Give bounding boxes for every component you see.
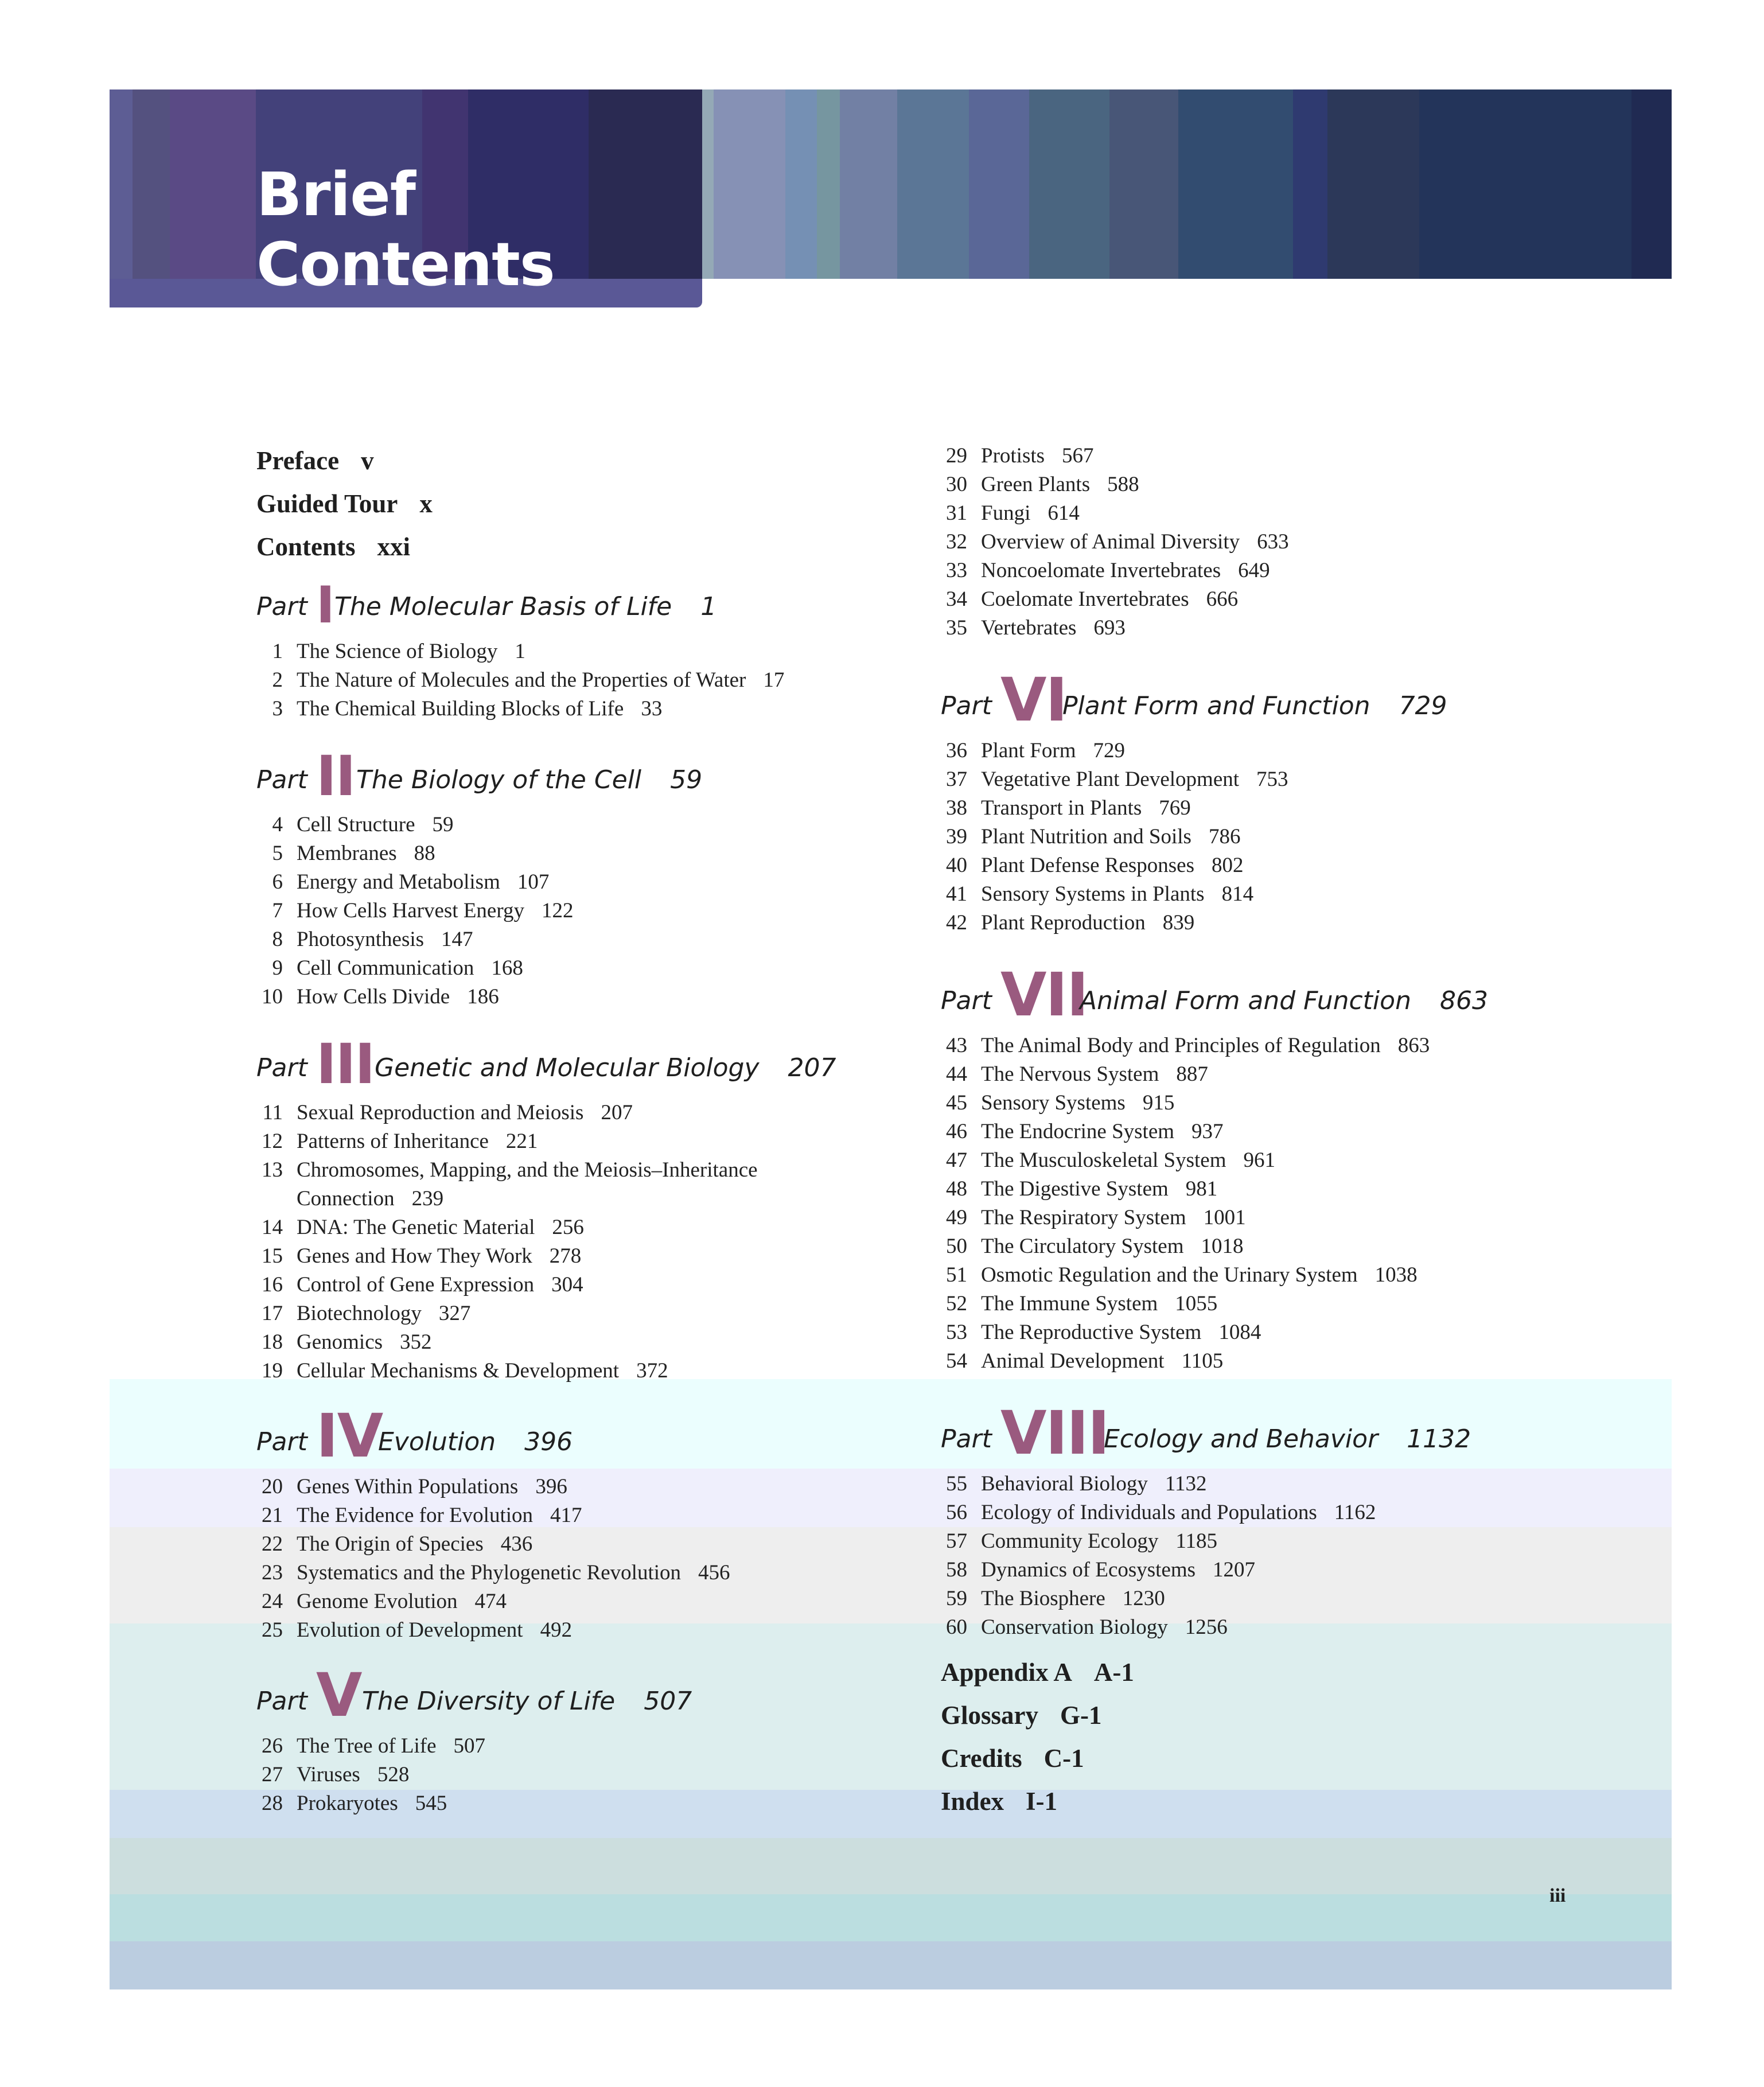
chapter-number: 25 <box>262 1618 283 1642</box>
chapter-number: 48 <box>946 1177 967 1201</box>
chapter-title: Genes Within Populations 396 <box>297 1475 567 1498</box>
chapter-page: 396 <box>535 1475 567 1498</box>
chapter-title: Photosynthesis 147 <box>297 928 473 951</box>
chapter-number: 3 <box>272 697 283 721</box>
chapter-title: The Evidence for Evolution 417 <box>297 1504 582 1527</box>
back-matter-item[interactable]: Credits C-1 <box>941 1744 1084 1773</box>
chapter-entry[interactable] <box>256 954 859 983</box>
chapter-page: 1 <box>515 640 525 663</box>
chapter-entry[interactable] <box>941 737 1601 765</box>
chapter-title: The Endocrine System 937 <box>981 1120 1224 1143</box>
chapter-title: The Respiratory System 1001 <box>981 1206 1246 1229</box>
chapter-number: 41 <box>946 882 967 906</box>
chapter-title: The Animal Body and Principles of Regulation 863 <box>981 1034 1430 1057</box>
chapter-title: Cellular Mechanisms & Development 372 <box>297 1359 668 1383</box>
chapter-number: 22 <box>262 1532 283 1556</box>
part-page: 507 <box>644 1687 692 1716</box>
chapter-page: 729 <box>1093 739 1125 762</box>
chapter-entry[interactable] <box>941 1318 1601 1347</box>
chapter-title: Genome Evolution 474 <box>297 1590 507 1613</box>
page-folio: iii <box>1549 1885 1566 1906</box>
right-column <box>941 442 1601 1823</box>
chapter-number: 16 <box>262 1273 283 1296</box>
part-title: The Biology of the Cell 59 <box>356 765 703 795</box>
chapter-entry[interactable] <box>256 925 859 954</box>
part-word: Part <box>256 1053 307 1083</box>
chapter-number: 36 <box>946 739 967 762</box>
chapter-title: Animal Development 1105 <box>981 1349 1224 1373</box>
chapter-entry[interactable] <box>256 1213 859 1242</box>
part-roman-numeral: IV <box>316 1401 383 1471</box>
chapter-page: 352 <box>400 1330 432 1354</box>
chapter-number: 18 <box>262 1330 283 1354</box>
chapter-title: Noncoelomate Invertebrates 649 <box>981 559 1270 582</box>
part-title: Genetic and Molecular Biology 207 <box>375 1053 836 1083</box>
chapter-entry[interactable] <box>941 470 1601 499</box>
chapter-page: 839 <box>1162 911 1195 935</box>
part-page: 59 <box>670 765 703 795</box>
chapter-page: 186 <box>467 985 499 1009</box>
chapter-page: 1018 <box>1201 1235 1244 1258</box>
chapter-title: Vertebrates 693 <box>981 616 1126 640</box>
chapter-page: 545 <box>415 1792 447 1815</box>
chapter-title: Systematics and the Phylogenetic Revolution 456 <box>297 1561 730 1584</box>
part-heading[interactable] <box>941 1398 1601 1468</box>
chapter-entry[interactable] <box>256 1357 859 1385</box>
chapter-title: Chromosomes, Mapping, and the Meiosis–Inheritance Connection 239 <box>297 1158 758 1210</box>
chapter-number: 7 <box>272 899 283 922</box>
back-matter-item[interactable]: Index I-1 <box>941 1787 1058 1816</box>
chapter-page: 887 <box>1176 1062 1208 1086</box>
part-heading[interactable] <box>256 1401 859 1471</box>
chapter-number: 52 <box>946 1292 967 1315</box>
chapter-number: 47 <box>946 1148 967 1172</box>
chapter-title: Patterns of Inheritance 221 <box>297 1130 538 1153</box>
part-heading[interactable] <box>941 960 1601 1030</box>
chapter-entry[interactable] <box>256 839 859 868</box>
front-matter-item[interactable]: Contents xxi <box>256 532 411 561</box>
chapter-entry[interactable] <box>256 1156 859 1213</box>
chapter-title: Fungi 614 <box>981 501 1080 525</box>
chapter-page: 1084 <box>1218 1321 1261 1344</box>
chapter-page: 17 <box>763 668 785 692</box>
chapter-title: Plant Defense Responses 802 <box>981 854 1244 877</box>
chapter-entry[interactable] <box>256 897 859 925</box>
chapter-entry[interactable] <box>256 983 859 1011</box>
chapter-entry[interactable] <box>941 1060 1601 1089</box>
chapter-entry[interactable] <box>941 1232 1601 1261</box>
chapter-title: The Chemical Building Blocks of Life 33 <box>297 697 663 721</box>
chapter-number: 30 <box>946 473 967 496</box>
chapter-title: Plant Nutrition and Soils 786 <box>981 825 1241 848</box>
chapter-entry[interactable] <box>941 1347 1601 1376</box>
part-word: Part <box>256 1427 307 1457</box>
chapter-number: 29 <box>946 444 967 468</box>
chapter-page: 239 <box>411 1187 444 1210</box>
chapter-number: 55 <box>946 1472 967 1496</box>
chapter-page: 693 <box>1093 616 1126 640</box>
chapter-title: Plant Reproduction 839 <box>981 911 1195 935</box>
chapter-number: 19 <box>262 1359 283 1383</box>
chapter-entry[interactable] <box>941 1613 1601 1642</box>
chapter-page: 107 <box>517 870 550 894</box>
chapter-entry[interactable] <box>941 1204 1601 1232</box>
front-matter-item[interactable]: Guided Tour x <box>256 489 433 518</box>
chapter-entry[interactable] <box>256 1789 859 1818</box>
chapter-entry[interactable] <box>256 1587 859 1616</box>
left-column <box>256 439 859 1818</box>
chapter-title: Vegetative Plant Development 753 <box>981 768 1288 791</box>
chapter-number: 39 <box>946 825 967 848</box>
chapter-title: How Cells Divide 186 <box>297 985 499 1009</box>
chapter-title: Conservation Biology 1256 <box>981 1615 1228 1639</box>
chapter-title: Coelomate Invertebrates 666 <box>981 587 1239 611</box>
chapter-entry[interactable] <box>941 614 1601 643</box>
chapter-entry[interactable] <box>941 442 1601 470</box>
chapter-page: 915 <box>1142 1091 1175 1115</box>
part-word: Part <box>941 986 992 1015</box>
chapter-title: Sensory Systems 915 <box>981 1091 1175 1115</box>
part-roman-numeral: II <box>316 744 355 808</box>
chapter-entry[interactable] <box>256 1501 859 1530</box>
chapter-page: 278 <box>549 1244 582 1268</box>
chapter-entry[interactable] <box>941 528 1601 556</box>
chapter-page: 436 <box>500 1532 533 1556</box>
chapter-entry[interactable] <box>941 1470 1601 1498</box>
front-matter <box>256 439 859 569</box>
part-heading[interactable] <box>256 1032 859 1096</box>
chapter-number: 45 <box>946 1091 967 1115</box>
part-title: The Diversity of Life 507 <box>362 1687 692 1716</box>
chapter-page: 456 <box>698 1561 730 1584</box>
chapter-page: 492 <box>540 1618 573 1642</box>
chapter-entry[interactable] <box>256 1099 859 1127</box>
chapter-number: 23 <box>262 1561 283 1584</box>
chapter-title: Cell Communication 168 <box>297 956 523 980</box>
chapter-page: 863 <box>1397 1034 1430 1057</box>
chapter-number: 24 <box>262 1590 283 1613</box>
chapter-title: Biotechnology 327 <box>297 1302 471 1325</box>
part-heading[interactable] <box>256 744 859 808</box>
chapter-page: 372 <box>636 1359 668 1383</box>
chapter-title: The Immune System 1055 <box>981 1292 1218 1315</box>
front-matter-item[interactable]: Preface v <box>256 446 374 475</box>
chapter-entry[interactable] <box>941 1261 1601 1290</box>
chapter-entry[interactable] <box>256 1473 859 1501</box>
chapter-page: 633 <box>1257 530 1289 554</box>
part-word: Part <box>256 765 307 795</box>
chapter-entry[interactable] <box>941 909 1601 937</box>
chapter-number: 9 <box>272 956 283 980</box>
part-word: Part <box>256 592 307 621</box>
chapter-page: 33 <box>641 697 663 721</box>
chapter-page: 614 <box>1048 501 1080 525</box>
chapter-title: How Cells Harvest Energy 122 <box>297 899 574 922</box>
chapter-page: 1055 <box>1175 1292 1218 1315</box>
chapter-title: The Musculoskeletal System 961 <box>981 1148 1275 1172</box>
chapter-page: 147 <box>441 928 473 951</box>
chapter-title: The Nervous System 887 <box>981 1062 1208 1086</box>
chapter-page: 59 <box>432 813 454 836</box>
chapter-page: 961 <box>1243 1148 1275 1172</box>
chapter-entry[interactable] <box>941 1527 1601 1556</box>
chapter-page: 507 <box>453 1734 486 1758</box>
chapter-number: 46 <box>946 1120 967 1143</box>
chapter-number: 28 <box>262 1792 283 1815</box>
chapter-title: Community Ecology 1185 <box>981 1529 1217 1553</box>
chapter-page: 802 <box>1212 854 1244 877</box>
chapter-number: 2 <box>272 668 283 692</box>
chapter-title: Evolution of Development 492 <box>297 1618 573 1642</box>
chapter-entry[interactable] <box>941 880 1601 909</box>
chapter-page: 1256 <box>1185 1615 1228 1639</box>
chapter-page: 1207 <box>1213 1558 1256 1582</box>
chapter-entry[interactable] <box>256 1559 859 1587</box>
chapter-number: 31 <box>946 501 967 525</box>
chapter-page: 1132 <box>1165 1472 1207 1496</box>
chapter-page: 417 <box>550 1504 582 1527</box>
chapter-page: 937 <box>1191 1120 1224 1143</box>
chapter-entry[interactable] <box>941 1031 1601 1060</box>
part-word: Part <box>941 1424 992 1454</box>
chapter-page: 1105 <box>1181 1349 1224 1373</box>
chapter-page: 221 <box>505 1130 538 1153</box>
chapter-number: 56 <box>946 1501 967 1524</box>
chapter-number: 57 <box>946 1529 967 1553</box>
part-roman-numeral: VII <box>1000 960 1088 1030</box>
part-page: 729 <box>1399 691 1447 721</box>
part-title: Animal Form and Function 863 <box>1080 986 1488 1015</box>
part-page: 1 <box>700 592 717 621</box>
chapter-page: 588 <box>1107 473 1139 496</box>
chapter-page: 769 <box>1159 796 1191 820</box>
chapter-entry[interactable] <box>941 556 1601 585</box>
chapter-number: 33 <box>946 559 967 582</box>
chapter-number: 6 <box>272 870 283 894</box>
chapter-entry[interactable] <box>256 1732 859 1761</box>
chapter-page: 207 <box>601 1101 633 1124</box>
chapter-number: 4 <box>272 813 283 836</box>
chapter-page: 474 <box>474 1590 507 1613</box>
part-word: Part <box>256 1687 307 1716</box>
back-matter-item[interactable]: Appendix A A-1 <box>941 1658 1134 1687</box>
chapter-title: The Digestive System 981 <box>981 1177 1218 1201</box>
chapter-title: Membranes 88 <box>297 842 435 865</box>
chapter-number: 54 <box>946 1349 967 1373</box>
chapter-number: 38 <box>946 796 967 820</box>
chapter-page: 304 <box>551 1273 583 1296</box>
chapter-number: 12 <box>262 1130 283 1153</box>
chapter-page: 1162 <box>1334 1501 1376 1524</box>
chapter-page: 168 <box>491 956 523 980</box>
part-heading[interactable] <box>256 575 859 634</box>
chapter-entry[interactable] <box>256 1271 859 1299</box>
chapter-number: 49 <box>946 1206 967 1229</box>
chapter-title: Protists 567 <box>981 444 1094 468</box>
chapter-entry[interactable] <box>941 1584 1601 1613</box>
chapter-page: 1038 <box>1374 1263 1418 1287</box>
part-roman-numeral: VI <box>1000 665 1067 735</box>
chapter-number: 35 <box>946 616 967 640</box>
chapter-number: 50 <box>946 1235 967 1258</box>
chapter-title: The Circulatory System 1018 <box>981 1235 1244 1258</box>
chapter-entry[interactable] <box>941 765 1601 794</box>
chapter-number: 15 <box>262 1244 283 1268</box>
chapter-title: Energy and Metabolism 107 <box>297 870 550 894</box>
chapter-number: 26 <box>262 1734 283 1758</box>
chapter-number: 10 <box>262 985 283 1009</box>
chapter-number: 20 <box>262 1475 283 1498</box>
chapter-page: 122 <box>542 899 574 922</box>
chapter-page: 1001 <box>1203 1206 1246 1229</box>
chapter-entry[interactable] <box>941 499 1601 528</box>
part-page: 396 <box>524 1427 573 1457</box>
chapter-entry[interactable] <box>256 695 859 723</box>
chapter-title: Transport in Plants 769 <box>981 796 1191 820</box>
chapter-number: 60 <box>946 1615 967 1639</box>
chapter-title: The Origin of Species 436 <box>297 1532 533 1556</box>
chapter-number: 43 <box>946 1034 967 1057</box>
chapter-number: 44 <box>946 1062 967 1086</box>
chapter-entry[interactable] <box>256 868 859 897</box>
part-page: 863 <box>1439 986 1488 1015</box>
chapter-number: 8 <box>272 928 283 951</box>
chapter-entry[interactable] <box>941 1118 1601 1146</box>
chapter-number: 53 <box>946 1321 967 1344</box>
chapter-entry[interactable] <box>256 1530 859 1559</box>
chapter-title: Genes and How They Work 278 <box>297 1244 582 1268</box>
chapter-page: 814 <box>1221 882 1254 906</box>
chapter-title: The Science of Biology 1 <box>297 640 525 663</box>
part-title: Evolution 396 <box>378 1427 573 1457</box>
chapter-entry[interactable] <box>256 1761 859 1789</box>
chapter-page: 649 <box>1238 559 1270 582</box>
chapter-entry[interactable] <box>256 1299 859 1328</box>
chapter-number: 51 <box>946 1263 967 1287</box>
title-box <box>110 89 702 307</box>
chapter-entry[interactable] <box>941 585 1601 614</box>
chapter-title: Plant Form 729 <box>981 739 1125 762</box>
chapter-page: 327 <box>438 1302 471 1325</box>
chapter-number: 37 <box>946 768 967 791</box>
page-title: Brief Contents <box>256 159 555 299</box>
chapter-title: Ecology of Individuals and Populations 1162 <box>981 1501 1376 1524</box>
chapter-number: 40 <box>946 854 967 877</box>
chapter-entry[interactable] <box>941 823 1601 851</box>
part-title: Plant Form and Function 729 <box>1062 691 1447 721</box>
chapter-entry[interactable] <box>256 1328 859 1357</box>
chapter-entry[interactable] <box>941 1556 1601 1584</box>
chapter-entry[interactable] <box>941 1146 1601 1175</box>
chapter-number: 27 <box>262 1763 283 1786</box>
chapter-number: 5 <box>272 842 283 865</box>
part-roman-numeral: VIII <box>1000 1398 1109 1468</box>
chapter-title: Control of Gene Expression 304 <box>297 1273 583 1296</box>
chapter-title: DNA: The Genetic Material 256 <box>297 1216 584 1239</box>
part-roman-numeral: I <box>316 575 334 634</box>
chapter-number: 34 <box>946 587 967 611</box>
chapter-title: The Biosphere 1230 <box>981 1587 1165 1610</box>
part-page: 207 <box>788 1053 836 1083</box>
chapter-number: 42 <box>946 911 967 935</box>
part-roman-numeral: V <box>316 1660 361 1730</box>
chapter-title: The Tree of Life 507 <box>297 1734 486 1758</box>
chapter-number: 1 <box>272 640 283 663</box>
chapter-title: Viruses 528 <box>297 1763 410 1786</box>
chapter-title: Green Plants 588 <box>981 473 1139 496</box>
chapter-page: 567 <box>1062 444 1094 468</box>
part-heading[interactable] <box>256 1660 859 1730</box>
chapter-number: 58 <box>946 1558 967 1582</box>
chapter-title: Dynamics of Ecosystems 1207 <box>981 1558 1256 1582</box>
chapter-number: 13 <box>262 1158 283 1182</box>
back-matter <box>941 1651 1601 1823</box>
chapter-entry[interactable] <box>941 1089 1601 1118</box>
part-title: Ecology and Behavior 1132 <box>1104 1424 1471 1454</box>
chapter-entry[interactable] <box>256 811 859 839</box>
chapter-entry[interactable] <box>256 1616 859 1645</box>
chapter-entry[interactable] <box>256 666 859 695</box>
chapter-entry[interactable] <box>941 1498 1601 1527</box>
part-heading[interactable] <box>941 665 1601 735</box>
chapter-title: Sexual Reproduction and Meiosis 207 <box>297 1101 633 1124</box>
chapter-title: Prokaryotes 545 <box>297 1792 447 1815</box>
part-word: Part <box>941 691 992 721</box>
chapter-title: Osmotic Regulation and the Urinary System 1038 <box>981 1263 1418 1287</box>
chapter-page: 753 <box>1256 768 1288 791</box>
chapter-page: 1185 <box>1175 1529 1217 1553</box>
chapter-number: 17 <box>262 1302 283 1325</box>
chapter-title: Sensory Systems in Plants 814 <box>981 882 1254 906</box>
chapter-number: 11 <box>262 1101 283 1124</box>
chapter-entry[interactable] <box>256 1127 859 1156</box>
chapter-entry[interactable] <box>941 1175 1601 1204</box>
chapter-page: 528 <box>377 1763 410 1786</box>
chapter-number: 14 <box>262 1216 283 1239</box>
chapter-entry[interactable] <box>941 794 1601 823</box>
chapter-entry[interactable] <box>941 851 1601 880</box>
chapter-page: 1230 <box>1122 1587 1165 1610</box>
chapter-number: 21 <box>262 1504 283 1527</box>
chapter-page: 88 <box>414 842 435 865</box>
part-title: The Molecular Basis of Life 1 <box>334 592 717 621</box>
chapter-title: Behavioral Biology 1132 <box>981 1472 1207 1496</box>
chapter-title: The Reproductive System 1084 <box>981 1321 1261 1344</box>
chapter-title: The Nature of Molecules and the Properties of Water 17 <box>297 668 785 692</box>
chapter-title: Genomics 352 <box>297 1330 432 1354</box>
chapter-page: 666 <box>1206 587 1239 611</box>
back-matter-item[interactable]: Glossary G-1 <box>941 1701 1102 1730</box>
chapter-title: Cell Structure 59 <box>297 813 454 836</box>
chapter-page: 981 <box>1185 1177 1218 1201</box>
part-page: 1132 <box>1407 1424 1471 1454</box>
chapter-number: 59 <box>946 1587 967 1610</box>
chapter-entry[interactable] <box>941 1290 1601 1318</box>
chapter-number: 32 <box>946 530 967 554</box>
part-roman-numeral: III <box>316 1032 375 1096</box>
chapter-entry[interactable] <box>256 1242 859 1271</box>
chapter-page: 786 <box>1208 825 1241 848</box>
chapter-page: 256 <box>552 1216 584 1239</box>
chapter-entry[interactable] <box>256 637 859 666</box>
chapter-title: Overview of Animal Diversity 633 <box>981 530 1289 554</box>
